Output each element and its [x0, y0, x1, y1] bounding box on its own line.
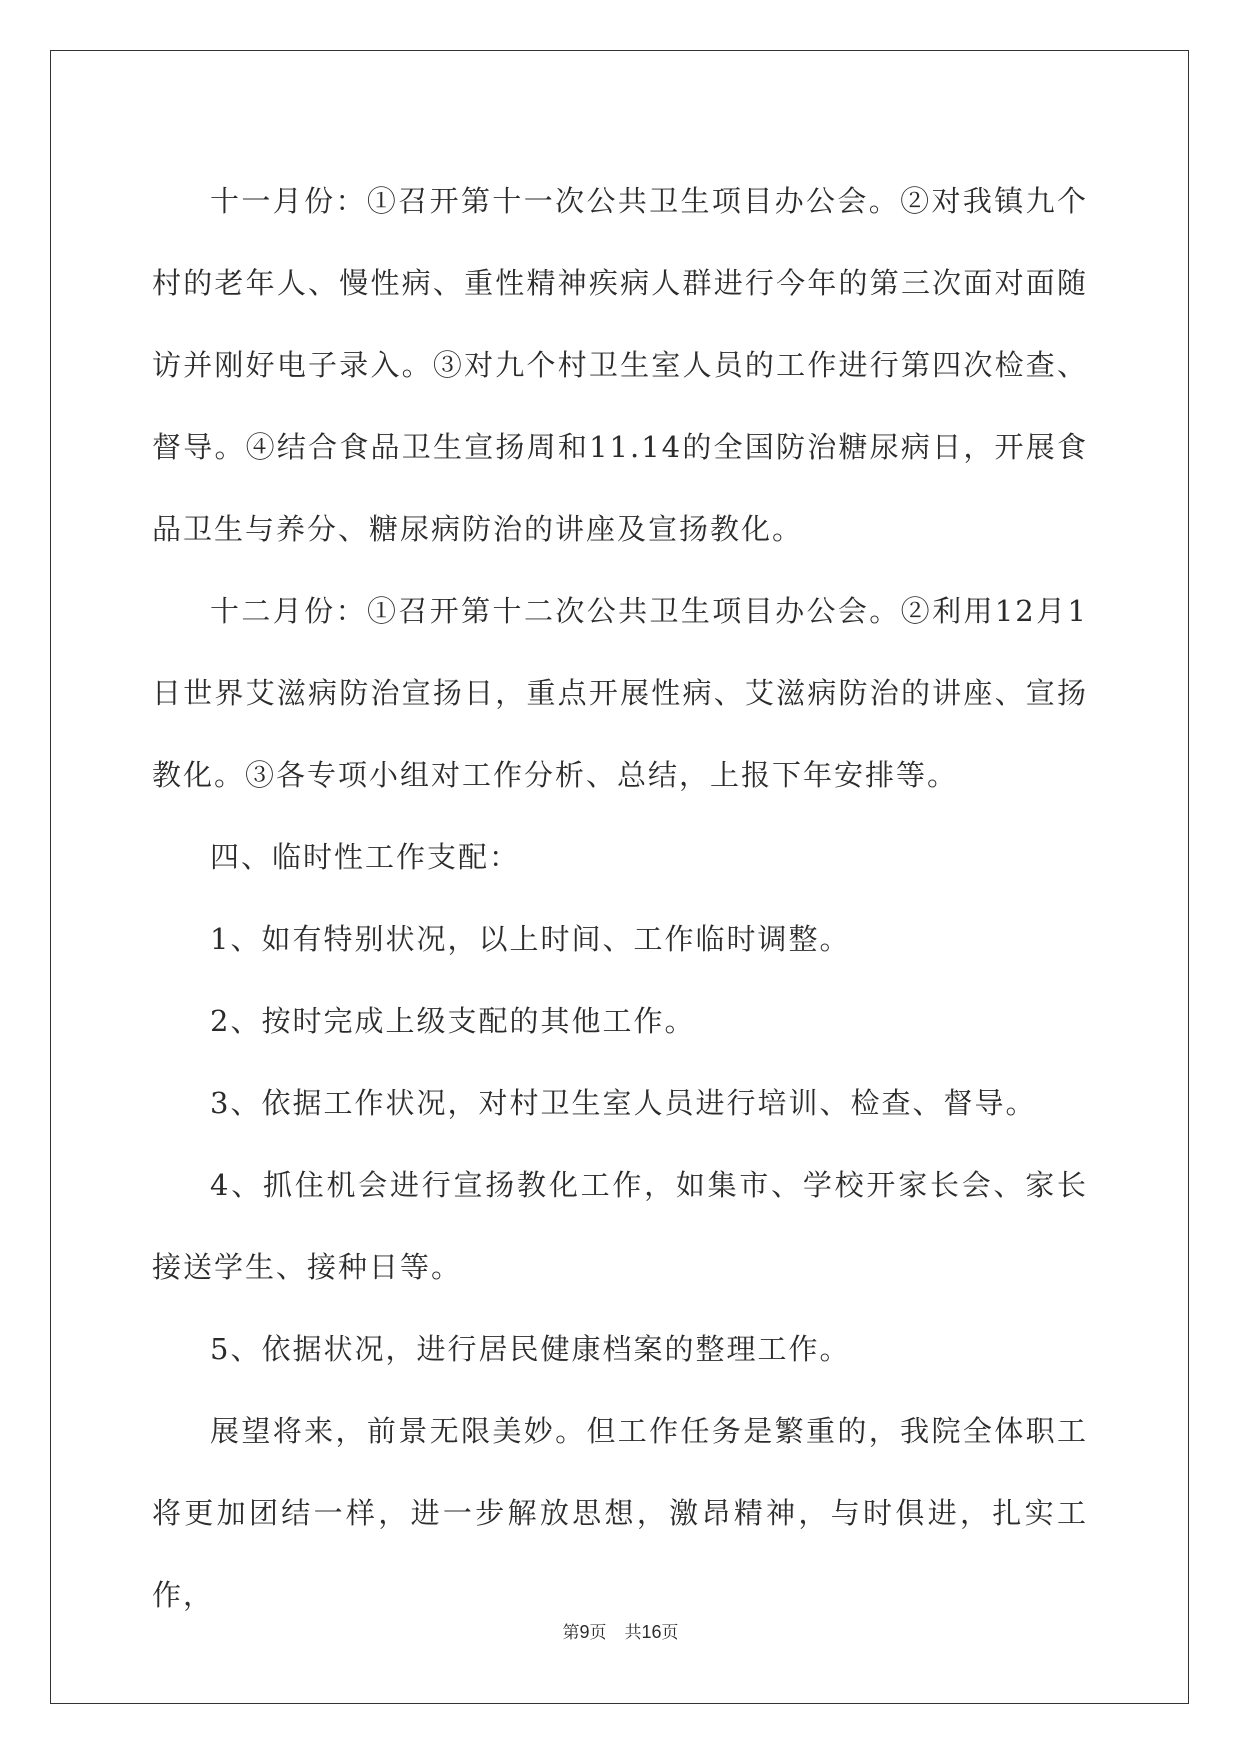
page-suffix: 页	[589, 1623, 607, 1643]
list-item: 3、依据工作状况，对村卫生室人员进行培训、检查、督导。	[210, 1086, 1037, 1120]
document-body	[152, 160, 1088, 1636]
list-item: 2、按时完成上级支配的其他工作。	[210, 1004, 696, 1038]
list-item: 5、依据状况，进行居民健康档案的整理工作。	[210, 1332, 851, 1366]
paragraph-december: 十二月份：①召开第十二次公共卫生项目办公会。②利用12月1日世界艾滋病防治宣扬日，重点开展性病、艾滋病防治的讲座、宣扬教化。③各专项小组对工作分析、总结，上报下年安排等。	[152, 594, 1088, 792]
list-item: 1、如有特别状况，以上时间、工作临时调整。	[210, 922, 851, 956]
page-footer	[0, 1618, 1241, 1643]
total-suffix: 页	[661, 1623, 679, 1643]
list-item: 4、抓住机会进行宣扬教化工作，如集市、学校开家长会、家长接送学生、接种日等。	[152, 1168, 1088, 1284]
section-heading-temporary-work: 四、临时性工作支配：	[210, 840, 521, 874]
paragraph-november: 十一月份：①召开第十一次公共卫生项目办公会。②对我镇九个村的老年人、慢性病、重性精神疾病人群进行今年的第三次面对面随访并刚好电子录入。③对九个村卫生室人员的工作进行第四次检查、督导。④结合食品卫生宣扬周和11.14的全国防治糖尿病日，开展食品卫生与养分、糖尿病防治的讲座及宣扬教化。	[152, 184, 1088, 546]
page-total: 16	[641, 1622, 662, 1642]
total-prefix: 共	[624, 1623, 642, 1643]
paragraph-outlook: 展望将来，前景无限美妙。但工作任务是繁重的，我院全体职工将更加团结一样，进一步解放思想，激昂精神，与时俱进，扎实工作，	[152, 1414, 1088, 1612]
page-current: 9	[579, 1622, 590, 1642]
page-prefix: 第	[562, 1623, 580, 1643]
